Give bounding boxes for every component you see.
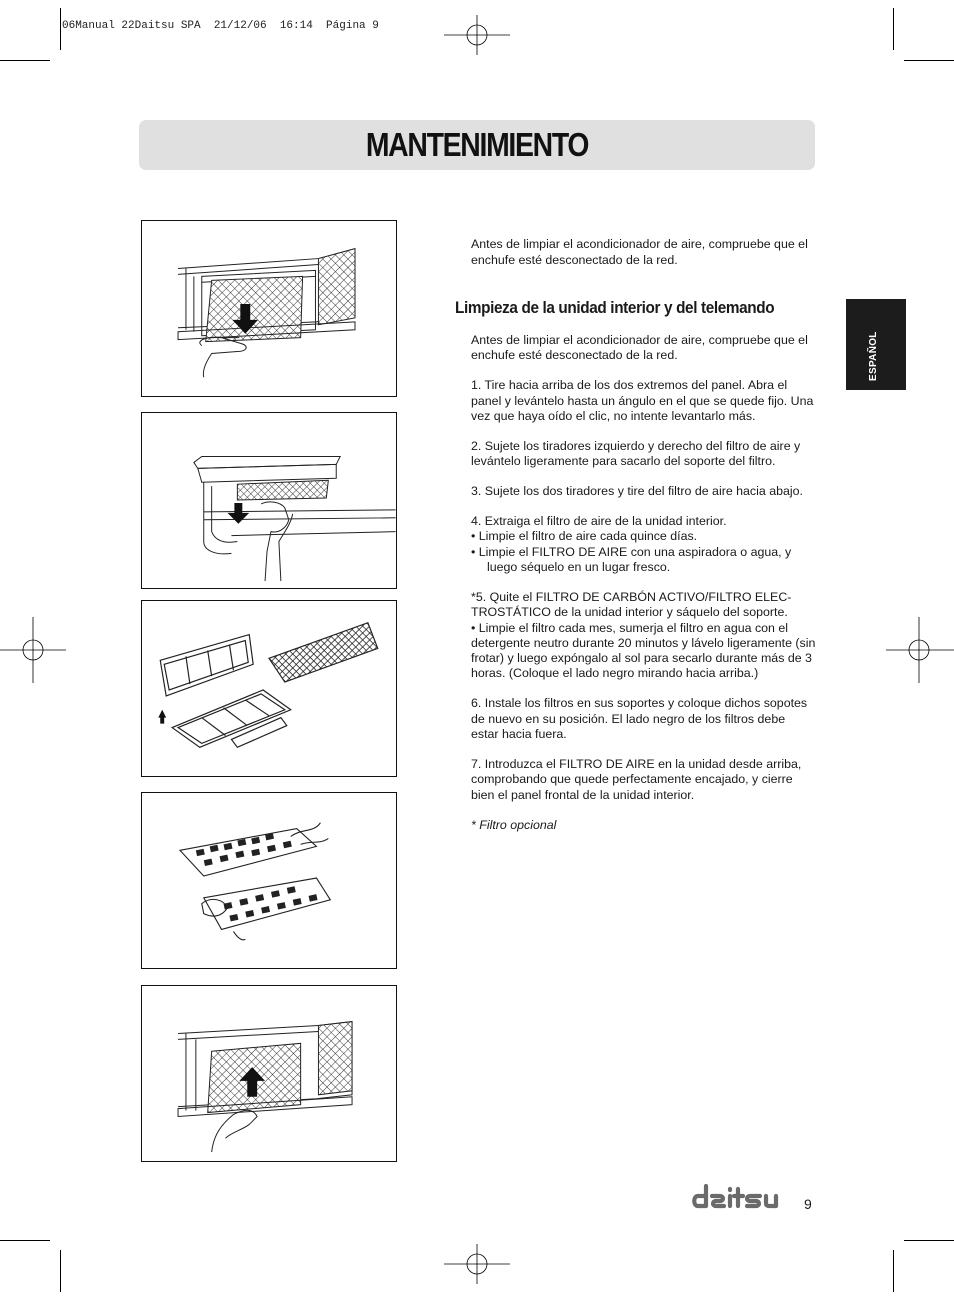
illustration-filters-panel	[141, 600, 397, 777]
daitsu-logo	[690, 1180, 790, 1219]
step-4-bullet-2: • Limpie el FILTRO DE AIRE con una aspiradora o agua, y luego séquelo en un lugar fresco.	[471, 544, 792, 575]
filter-insert-illustration	[142, 986, 396, 1161]
step-6: 6. Instale los filtros en sus soportes y coloque dichos sopotes de nuevo en su posición. El lado negro de los filtros debe estar hacia fuera.	[471, 696, 808, 742]
step-1: 1. Tire hacia arriba de los dos extremos del panel. Abra el panel y levántelo hasta un ángulo en el que se quede fijo. Una vez que haya oído el clic, no intente levantarlo más.	[471, 378, 814, 423]
step-5-block	[471, 590, 816, 682]
illustration-pull-filter-panel	[141, 412, 397, 589]
step-4-block	[471, 514, 816, 575]
step-3: 3. Sujete los dos tiradores y tire del filtro de aire hacia abajo.	[471, 484, 803, 499]
page-number: 9	[804, 1196, 812, 1212]
step-2: 2. Sujete los tiradores izquierdo y derecho del filtro de aire y levántelo ligeramente para sacarlo del soporte del filtro.	[471, 438, 801, 469]
intro-paragraph: Antes de limpiar el acondicionador de aire, compruebe que el enchufe esté desconectado de la red.	[471, 237, 808, 267]
optional-filter-note: * Filtro opcional	[471, 817, 557, 832]
title-bar	[139, 120, 815, 170]
filters-illustration	[142, 601, 396, 776]
filter-removal-illustration	[142, 221, 396, 396]
section-intro: Antes de limpiar el acondicionador de aire, compruebe que el enchufe esté desconectado de la red.	[471, 333, 808, 363]
step-4: 4. Extraiga el filtro de aire de la unidad interior.	[471, 514, 727, 529]
step-7: 7. Introduzca el FILTRO DE AIRE en la unidad desde arriba, comprobando que quede perfectamente encajado, y cierre bien el panel frontal de la unidad interior.	[471, 757, 802, 802]
instructions-body	[471, 333, 816, 848]
language-tab-label: ESPAÑOL	[868, 331, 879, 381]
step-5-bullet-1: • Limpie el filtro cada mes, sumerja el filtro en agua con el detergente neutro durante 20 minutos y lávelo ligeramente (sin frotar) y luego expóngalo al sol para secarlo durante más de 3 horas. (Coloque el lado negro mirando hacia arriba.)	[471, 620, 816, 681]
section-heading: Limpieza de la unidad interior y del telemando	[455, 298, 775, 317]
step-5: *5. Quite el FILTRO DE CARBÓN ACTIVO/FILTRO ELEC-TROSTÁTICO de la unidad interior y sáquelo del soporte.	[471, 590, 792, 620]
daitsu-logo-mark	[690, 1180, 790, 1214]
illustration-wash-panel	[141, 792, 397, 969]
page-title: MANTENIMIENTO	[365, 126, 589, 163]
step-4-bullet-1: • Limpie el filtro de aire cada quince días.	[471, 529, 698, 544]
print-slug: 06Manual 22Daitsu SPA 21/12/06 16:14 Página 9	[62, 20, 379, 32]
language-tab	[846, 299, 906, 390]
washing-illustration	[142, 793, 396, 968]
illustration-open-panel	[141, 220, 397, 397]
pull-filter-illustration	[142, 413, 396, 588]
illustration-insert-panel	[141, 985, 397, 1162]
